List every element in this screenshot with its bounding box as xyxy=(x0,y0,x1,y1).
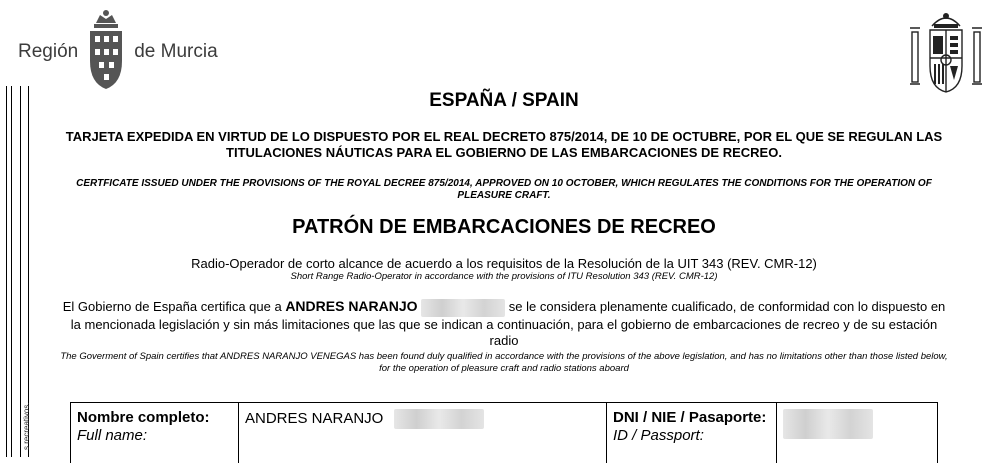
country-heading: ESPAÑA / SPAIN xyxy=(429,90,579,111)
certification-text-en: The Goverment of Spain certifies that ANDRES NARANJO VENEGAS has been found duly qualified in accordance with the provisions of the above legislation, and has no limitations other than those listed below, for the operation of pleasure craft and radio stations aboard xyxy=(60,351,948,374)
full-name-label-en: Full name: xyxy=(77,427,148,444)
cert-text-before: El Gobierno de España certifica que a xyxy=(62,299,286,314)
region-murcia-logo xyxy=(18,10,218,94)
certification-text-es xyxy=(60,298,948,349)
side-text: s recreativos. xyxy=(22,402,31,450)
decree-text-en: CERTFICATE ISSUED UNDER THE PROVISIONS OF THE ROYAL DECREE 875/2014, APPROVED ON 10 OCTOBER, WHICH REGULATES THE CONDITIONS FOR THE OPERATION OF PLEASURE CRAFT. xyxy=(76,178,932,201)
holder-data-table xyxy=(70,402,938,463)
id-label-en: ID / Passport: xyxy=(613,427,704,444)
name-label-cell xyxy=(71,403,239,463)
logo-text-region: Región xyxy=(18,41,79,62)
spain-coat-of-arms-icon xyxy=(906,10,986,101)
id-label: DNI / NIE / Pasaporte: xyxy=(613,409,767,426)
radio-operator-text-en: Short Range Radio-Operator in accordance with the provisions of ITU Resolution 343 (REV. CMR-12) xyxy=(290,271,718,282)
name-value-cell xyxy=(239,403,607,463)
decree-text-es: TARJETA EXPEDIDA EN VIRTUD DE LO DISPUESTO POR EL REAL DECRETO 875/2014, DE 10 DE OCTUBRE, POR EL QUE SE REGULAN LAS TITULACIONES NÁUTICAS PARA EL GOBIERNO DE LAS EMBARCACIONES DE RECREO. xyxy=(65,129,943,160)
id-label-cell xyxy=(607,403,777,463)
cert-text-after: se le considera plenamente cualificado, de conformidad con lo dispuesto en la mencionada legislación y sin más limitaciones que las que se indican a continuación, para el gobierno de embarcaciones de recreo y de su estación radio xyxy=(70,299,946,348)
holder-name: ANDRES NARANJO xyxy=(285,298,418,314)
certificate-title: PATRÓN DE EMBARCACIONES DE RECREO xyxy=(292,216,716,238)
full-name-value: ANDRES NARANJO xyxy=(245,410,384,428)
full-name-label: Nombre completo: xyxy=(77,409,210,426)
redacted-surname xyxy=(421,299,505,317)
redacted-id-number xyxy=(783,409,873,439)
redacted-name-part xyxy=(394,409,484,429)
radio-operator-text-es: Radio-Operador de corto alcance de acuerdo a los requisitos de la Resolución de la UIT 343 (REV. CMR-12) xyxy=(191,256,817,271)
id-value-cell xyxy=(777,403,937,463)
logo-text-murcia: de Murcia xyxy=(134,41,218,62)
murcia-crest-icon xyxy=(84,9,128,96)
